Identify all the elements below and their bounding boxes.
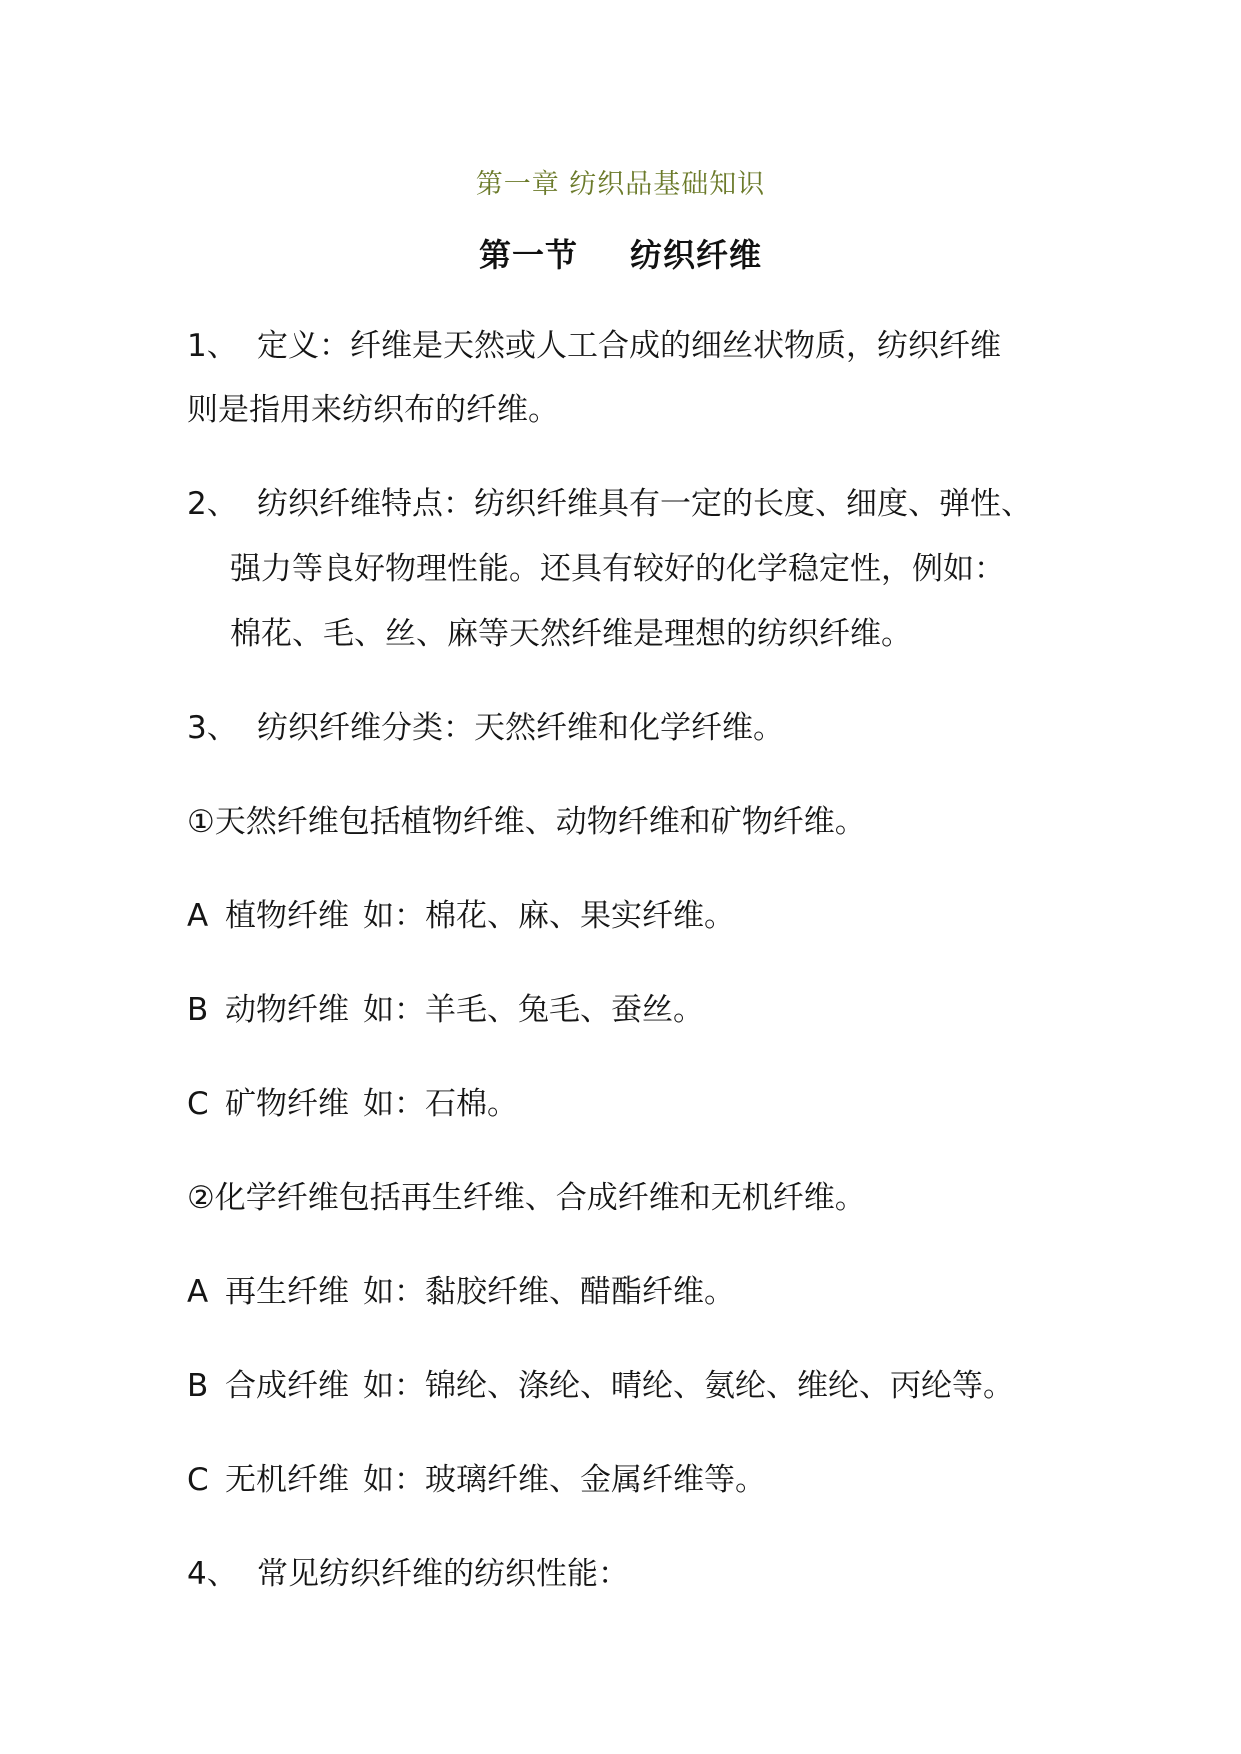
section-title (0, 230, 1241, 276)
natural-c-name: 矿物纤维 (225, 1086, 349, 1122)
natural-b-name: 动物纤维 (225, 992, 349, 1028)
chemical-b-examples: 如：锦纶、涤纶、晴纶、氨纶、维纶、丙纶等。 (363, 1368, 1014, 1404)
natural-b-examples: 如：羊毛、兔毛、蚕丝。 (363, 992, 704, 1028)
chemical-a-name: 再生纤维 (225, 1274, 349, 1310)
item-1-line-1 (187, 326, 1001, 366)
item-2-text-1: 纺织纤维特点：纺织纤维具有一定的长度、细度、弹性、 (257, 486, 1032, 522)
natural-a-line (187, 896, 735, 936)
chemical-a-line (187, 1272, 735, 1312)
chemical-c-letter: C (187, 1462, 209, 1498)
natural-a-letter: A (187, 898, 209, 934)
section-name: 纺织纤维 (630, 236, 763, 274)
chemical-c-examples: 如：玻璃纤维、金属纤维等。 (363, 1462, 766, 1498)
natural-c-line (187, 1084, 518, 1124)
item-1-line-2: 则是指用来纺织布的纤维。 (187, 392, 559, 428)
item-4-line (187, 1554, 629, 1594)
item-3-number: 3、 (187, 710, 238, 746)
item-2-line-3: 棉花、毛、丝、麻等天然纤维是理想的纺织纤维。 (230, 616, 912, 652)
chemical-a-letter: A (187, 1274, 209, 1310)
item-1-number: 1、 (187, 328, 238, 364)
item-4-number: 4、 (187, 1556, 238, 1592)
chemical-b-name: 合成纤维 (225, 1368, 349, 1404)
natural-fiber-heading: ①天然纤维包括植物纤维、动物纤维和矿物纤维。 (187, 804, 866, 840)
chemical-fiber-heading: ②化学纤维包括再生纤维、合成纤维和无机纤维。 (187, 1180, 866, 1216)
chemical-a-examples: 如：黏胶纤维、醋酯纤维。 (363, 1274, 735, 1310)
item-3-text: 纺织纤维分类：天然纤维和化学纤维。 (257, 710, 784, 746)
item-2-line-1 (187, 484, 1032, 524)
chemical-b-letter: B (187, 1368, 209, 1404)
natural-b-line (187, 990, 704, 1030)
chemical-c-line (187, 1460, 766, 1500)
natural-b-letter: B (187, 992, 209, 1028)
chemical-b-line (187, 1366, 1014, 1406)
natural-c-letter: C (187, 1086, 209, 1122)
chemical-c-name: 无机纤维 (225, 1462, 349, 1498)
item-3-line (187, 708, 784, 748)
section-label: 第一节 (478, 236, 578, 274)
chapter-title: 第一章 纺织品基础知识 (475, 169, 766, 200)
natural-c-examples: 如：石棉。 (363, 1086, 518, 1122)
item-2-number: 2、 (187, 486, 238, 522)
natural-a-name: 植物纤维 (225, 898, 349, 934)
item-4-text: 常见纺织纤维的纺织性能： (257, 1556, 629, 1592)
item-2-line-2: 强力等良好物理性能。还具有较好的化学稳定性，例如： (230, 551, 1005, 587)
item-1-text-1: 定义：纤维是天然或人工合成的细丝状物质，纺织纤维 (257, 328, 1001, 364)
natural-a-examples: 如：棉花、麻、果实纤维。 (363, 898, 735, 934)
